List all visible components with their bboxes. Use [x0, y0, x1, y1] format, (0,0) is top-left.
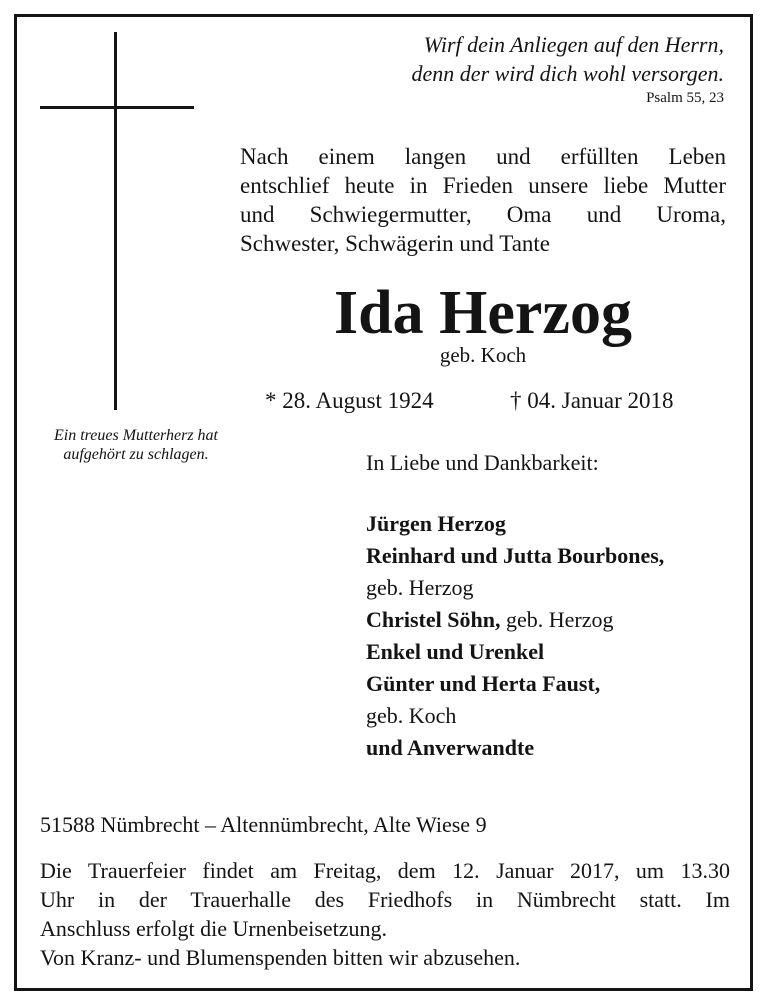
notice-line-4: Von Kranz- und Blumenspenden bitten wir abzusehen.: [40, 945, 521, 970]
intro-line-4: Schwester, Schwägerin und Tante: [240, 231, 551, 256]
family-member: Günter und Herta Faust,: [366, 671, 601, 696]
family-member: Jürgen Herzog: [366, 511, 506, 536]
intro-text: [240, 142, 726, 258]
family-member-note: geb. Herzog: [366, 575, 474, 600]
funeral-notice: [40, 856, 730, 972]
cross-icon: [114, 32, 117, 410]
intro-line-2: entschlief heute in Frieden unsere liebe Mutter: [240, 173, 726, 198]
intro-line-1: Nach einem langen und erfüllten Leben: [240, 144, 726, 169]
thanks-line: In Liebe und Dankbarkeit:: [366, 450, 599, 475]
family-member-note: geb. Herzog: [500, 607, 614, 632]
deceased-name: Ida Herzog: [334, 279, 632, 347]
birth-name: geb. Koch: [439, 343, 527, 367]
birth-date: * 28. August 1924: [265, 388, 434, 413]
notice-line-2: Uhr in der Trauerhalle des Friedhofs in Nümbrecht statt. Im: [40, 887, 730, 912]
intro-line-3: und Schwiegermutter, Oma und Uroma,: [240, 202, 726, 227]
family-list: [366, 508, 664, 764]
family-member: und Anverwandte: [366, 735, 535, 760]
family-member: Christel Söhn,: [366, 607, 501, 632]
notice-line-1: Die Trauerfeier findet am Freitag, dem 12. Januar 2017, um 13.30: [40, 858, 730, 883]
notice-line-3: Anschluss erfolgt die Urnenbeisetzung.: [40, 916, 388, 941]
cross-icon-bar: [40, 106, 194, 109]
family-member-line: [366, 604, 664, 636]
address: 51588 Nümbrecht – Altennümbrecht, Alte Wiese 9: [40, 812, 487, 837]
verse-reference: Psalm 55, 23: [646, 90, 724, 106]
bible-verse: [412, 30, 724, 88]
death-date: † 04. Januar 2018: [510, 388, 674, 413]
family-member: Enkel und Urenkel: [366, 639, 545, 664]
verse-line-2: denn der wird dich wohl versorgen.: [411, 61, 724, 86]
motto: Ein treues Mutterherz hat aufgehört zu schlagen.: [54, 427, 218, 463]
family-member-note: geb. Koch: [366, 703, 457, 728]
family-member: Reinhard und Jutta Bourbones,: [366, 543, 665, 568]
verse-line-1: Wirf dein Anliegen auf den Herrn,: [423, 32, 724, 57]
